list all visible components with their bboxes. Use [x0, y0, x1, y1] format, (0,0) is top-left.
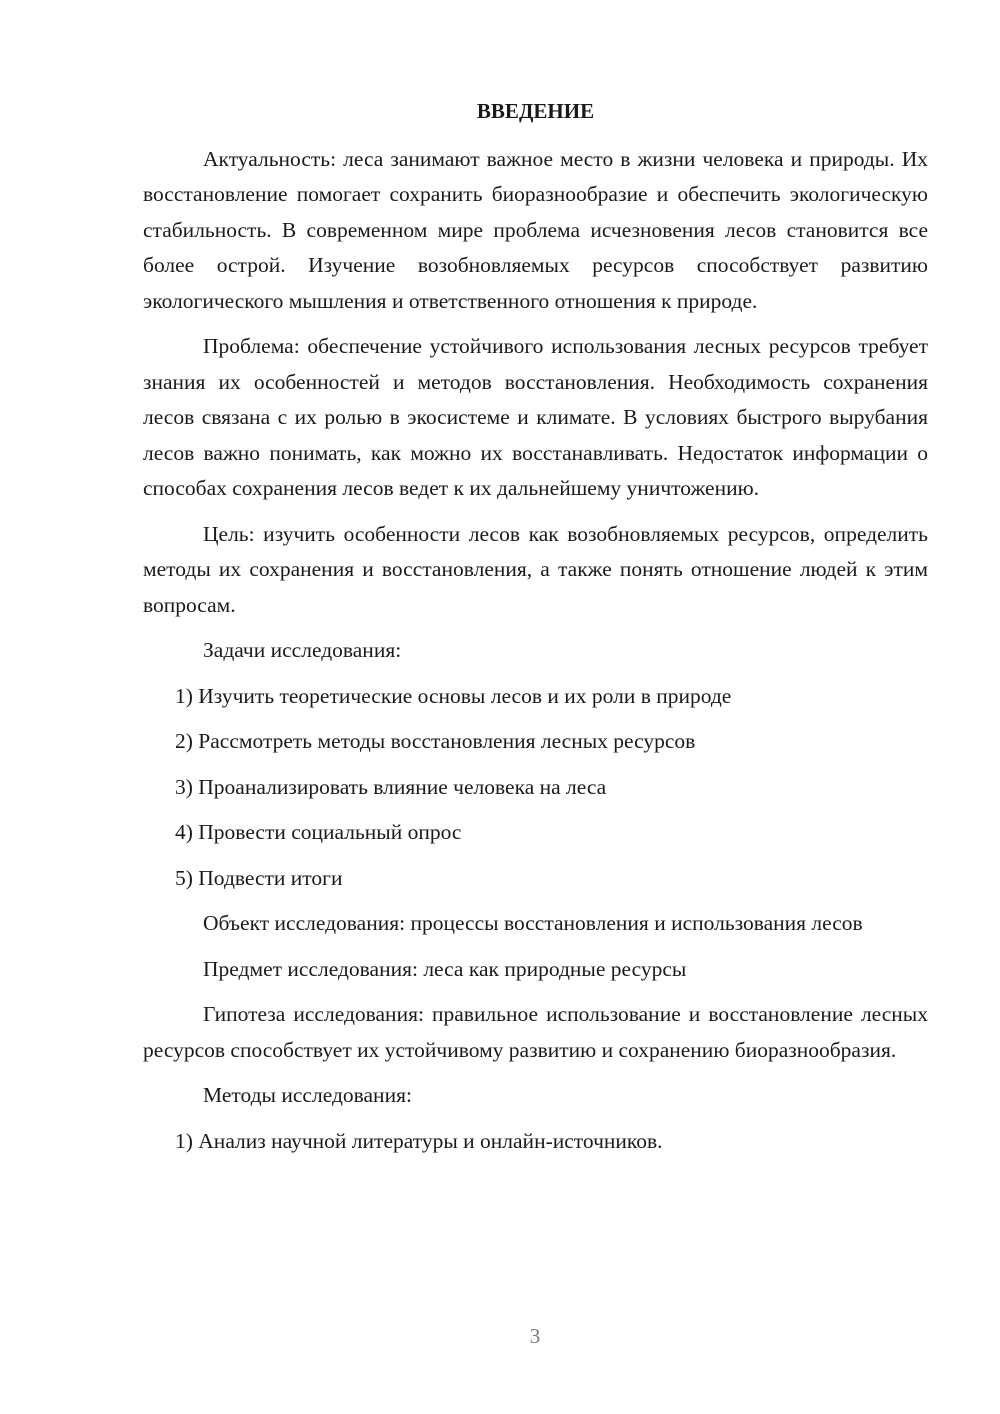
- goal-paragraph: Цель: изучить особенности лесов как возобновляемых ресурсов, определить методы их сохранения и восстановления, а также понять отношение людей к этим вопросам.: [143, 521, 928, 617]
- page-number: 3: [529, 1324, 541, 1348]
- tasks-heading: Задачи исследования:: [203, 638, 402, 662]
- relevance-paragraph: Актуальность: леса занимают важное место в жизни человека и природы. Их восстановление помогает сохранить биоразнообразие и обеспечить экологическую стабильность. В современном мире проблема исчезновения лесов становится все более острой. Изучение возобновляемых ресурсов способствует развитию экологического мышления и ответственного отношения к природе.: [143, 146, 928, 313]
- subject-paragraph: Предмет исследования: леса как природные ресурсы: [203, 956, 687, 981]
- method-item: 1) Анализ научной литературы и онлайн-источников.: [175, 1128, 663, 1153]
- problem-paragraph: Проблема: обеспечение устойчивого использования лесных ресурсов требует знания их особенностей и методов восстановления. Необходимость сохранения лесов связана с их ролью в экосистеме и климате. В условиях быстрого вырубания лесов важно понимать, как можно их восстанавливать. Недостаток информации о способах сохранения лесов ведет к их дальнейшему уничтожению.: [143, 334, 928, 500]
- task-item: 5) Подвести итоги: [175, 865, 343, 890]
- task-item: 2) Рассмотреть методы восстановления лесных ресурсов: [175, 729, 696, 753]
- document-page: [143, 94, 928, 1169]
- hypothesis-paragraph: Гипотеза исследования: правильное использование и восстановление лесных ресурсов способствует их устойчивому развитию и сохранению биоразнообразия.: [143, 1002, 928, 1062]
- section-title: ВВЕДЕНИЕ: [476, 99, 595, 123]
- task-item: 4) Провести социальный опрос: [175, 820, 462, 844]
- object-paragraph: Объект исследования: процессы восстановления и использования лесов: [203, 911, 863, 935]
- methods-heading: Методы исследования:: [203, 1083, 412, 1107]
- task-item: 3) Проанализировать влияние человека на леса: [175, 774, 607, 799]
- task-item: 1) Изучить теоретические основы лесов и их роли в природе: [175, 683, 732, 708]
